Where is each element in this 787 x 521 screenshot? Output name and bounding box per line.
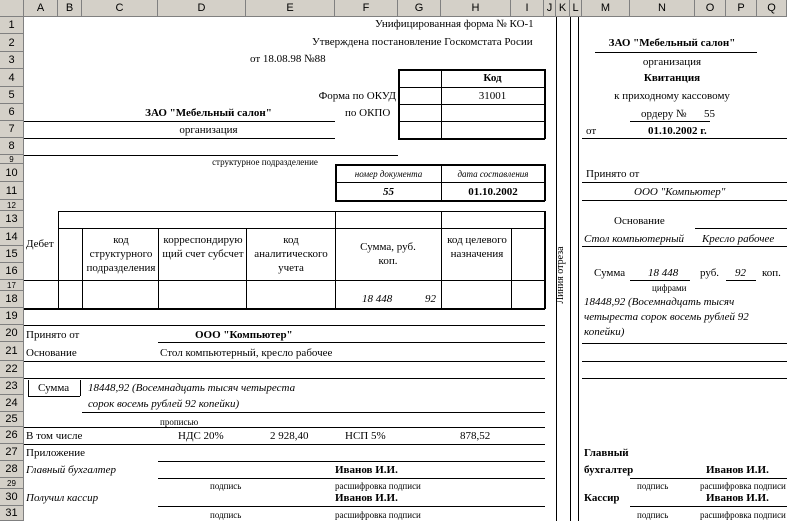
- column-header-B[interactable]: B: [58, 0, 82, 17]
- doc-num-label: номер документа: [354, 169, 423, 179]
- column-header-H[interactable]: H: [441, 0, 511, 17]
- col-sum-header: Сумма, руб. коп.: [360, 241, 416, 267]
- row-header-5[interactable]: 5: [0, 87, 24, 104]
- row-header-29[interactable]: 29: [0, 478, 24, 489]
- row-header-20[interactable]: 20: [0, 325, 24, 342]
- receipt-words-1[interactable]: 18448,92 (Восемнадцать тысяч: [584, 296, 735, 308]
- column-header-J[interactable]: J: [544, 0, 556, 17]
- column-header-A[interactable]: A: [24, 0, 58, 17]
- receipt-basis-label: Основание: [614, 215, 665, 227]
- code-label: Код: [483, 72, 502, 84]
- receipt-basis-2[interactable]: Кресло рабочее: [702, 233, 775, 245]
- row-header-22[interactable]: 22: [0, 361, 24, 378]
- column-header-N[interactable]: N: [630, 0, 695, 17]
- receipt-from-date[interactable]: 01.10.2002 г.: [648, 125, 707, 137]
- receipt-sum-kop[interactable]: 92: [735, 267, 746, 279]
- receipt-to-order: к приходному кассовому: [614, 90, 730, 102]
- receipt-chief-decode: расшифровка подписи: [700, 481, 786, 491]
- row-header-11[interactable]: 11: [0, 182, 24, 200]
- row-header-12[interactable]: 12: [0, 200, 24, 211]
- row-header-21[interactable]: 21: [0, 342, 24, 361]
- receipt-title: Квитанция: [643, 72, 701, 84]
- okud-code[interactable]: 31001: [478, 90, 507, 102]
- subdiv-caption: структурное подразделение: [212, 157, 318, 167]
- column-header-D[interactable]: D: [158, 0, 246, 17]
- doc-date-label: дата составления: [457, 169, 529, 179]
- doc-num[interactable]: 55: [383, 186, 394, 198]
- column-header-F[interactable]: F: [335, 0, 398, 17]
- cashier-decode-caption: расшифровка подписи: [335, 510, 421, 520]
- approved-text: Утверждена постановление Госкомстата Росии: [312, 36, 533, 48]
- doc-date[interactable]: 01.10.2002: [468, 186, 518, 198]
- row-header-26[interactable]: 26: [0, 427, 24, 444]
- received-from-label: Принято от: [26, 329, 80, 341]
- form-name: Унифицированная форма № КО-1: [375, 18, 534, 30]
- column-header-K[interactable]: K: [556, 0, 570, 17]
- column-header-L[interactable]: L: [570, 0, 582, 17]
- receipt-chief-name[interactable]: Иванов И.И.: [706, 464, 769, 476]
- row-header-25[interactable]: 25: [0, 412, 24, 427]
- column-header-P[interactable]: P: [726, 0, 757, 17]
- incl-label: В том числе: [26, 430, 83, 442]
- col-anal-header: код аналитического учета: [254, 234, 328, 274]
- receipt-org-caption: организация: [642, 56, 702, 68]
- row-header-30[interactable]: 30: [0, 489, 24, 506]
- receipt-basis-1[interactable]: Стол компьютерный: [584, 233, 685, 245]
- vat-value[interactable]: 2 928,40: [270, 430, 309, 442]
- cashier-sign-caption: подпись: [210, 510, 242, 520]
- org-name[interactable]: ЗАО "Мебельный салон": [145, 107, 272, 119]
- row-header-10[interactable]: 10: [0, 164, 24, 182]
- receipt-order-label: ордеру №: [641, 108, 687, 120]
- column-header-E[interactable]: E: [246, 0, 335, 17]
- receipt-cashier-label: Кассир: [584, 492, 620, 504]
- receipt-cashier-decode: расшифровка подписи: [700, 510, 786, 520]
- receipt-sum-rub[interactable]: 18 448: [648, 267, 679, 279]
- in-words-caption: прописью: [160, 417, 199, 427]
- col-struct-header: код структурного подразделения: [86, 234, 156, 274]
- column-header-C[interactable]: C: [82, 0, 158, 17]
- receipt-chief-1: Главный: [584, 447, 629, 459]
- vat-label: НДС 20%: [178, 430, 224, 442]
- sum-rub-cell[interactable]: 18 448: [362, 293, 393, 305]
- chief-acc-name[interactable]: Иванов И.И.: [335, 464, 398, 476]
- receipt-kop-label: коп.: [762, 267, 781, 279]
- receipt-cashier-name[interactable]: Иванов И.И.: [706, 492, 769, 504]
- row-header-19[interactable]: 19: [0, 308, 24, 325]
- chief-acc-label: Главный бухгалтер: [26, 464, 116, 476]
- receipt-from-label: от: [586, 125, 597, 137]
- row-header-24[interactable]: 24: [0, 395, 24, 412]
- cashier-label: Получил кассир: [26, 492, 99, 504]
- receipt-received-label: Принято от: [586, 168, 640, 180]
- receipt-order-num[interactable]: 55: [704, 108, 715, 120]
- receipt-words-3[interactable]: копейки): [584, 326, 625, 338]
- row-header-2[interactable]: 2: [0, 34, 24, 52]
- row-header-18[interactable]: 18: [0, 291, 24, 308]
- row-header-27[interactable]: 27: [0, 444, 24, 461]
- sum-kop-cell[interactable]: 92: [425, 293, 436, 305]
- row-header-16[interactable]: 16: [0, 263, 24, 280]
- attach-label: Приложение: [26, 447, 86, 459]
- receipt-chief-sign: подпись: [637, 481, 669, 491]
- chief-sign-caption: подпись: [210, 481, 242, 491]
- row-header-9[interactable]: 9: [0, 155, 24, 164]
- row-header-13[interactable]: 13: [0, 211, 24, 228]
- receipt-cashier-sign: подпись: [637, 510, 669, 520]
- received-from[interactable]: ООО "Компьютер": [195, 329, 293, 341]
- row-header-14[interactable]: 14: [0, 228, 24, 246]
- receipt-chief-2: бухгалтер: [584, 464, 634, 476]
- row-header-31[interactable]: 31: [0, 506, 24, 521]
- col-target-header: код целевого назначения: [447, 234, 507, 260]
- cashier-name[interactable]: Иванов И.И.: [335, 492, 398, 504]
- date-ref: от 18.08.98 №88: [250, 53, 326, 65]
- basis-value[interactable]: Стол компьютерный, кресло рабочее: [160, 347, 333, 359]
- receipt-sum-label: Сумма: [594, 267, 626, 279]
- col-corr-header: корреспондирую щий счет субсчет: [162, 234, 244, 260]
- sum-words-2[interactable]: сорок восемь рублей 92 копейки): [88, 398, 240, 410]
- row-header-1[interactable]: 1: [0, 17, 24, 34]
- select-all-corner[interactable]: [0, 0, 24, 17]
- nsp-value[interactable]: 878,52: [460, 430, 491, 442]
- row-header-23[interactable]: 23: [0, 378, 24, 395]
- row-header-7[interactable]: 7: [0, 121, 24, 138]
- row-header-8[interactable]: 8: [0, 138, 24, 155]
- chief-decode-caption: расшифровка подписи: [335, 481, 421, 491]
- cut-line-label: Линия отреза: [555, 246, 566, 304]
- debit-header: Дебет: [26, 238, 54, 250]
- org-caption: организация: [179, 124, 238, 136]
- row-header-3[interactable]: 3: [0, 52, 24, 69]
- receipt-org-name[interactable]: ЗАО "Мебельный салон": [608, 37, 736, 49]
- row-header-4[interactable]: 4: [0, 69, 24, 87]
- column-header-I[interactable]: I: [511, 0, 544, 17]
- row-header-28[interactable]: 28: [0, 461, 24, 478]
- row-header-17[interactable]: 17: [0, 280, 24, 291]
- okpo-label: по ОКПО: [345, 107, 391, 119]
- basis-label: Основание: [26, 347, 77, 359]
- sum-label: Сумма: [38, 382, 70, 394]
- column-header-G[interactable]: G: [398, 0, 441, 17]
- column-header-O[interactable]: O: [695, 0, 726, 17]
- receipt-digits-caption: цифрами: [652, 283, 687, 293]
- row-header-6[interactable]: 6: [0, 104, 24, 121]
- row-header-15[interactable]: 15: [0, 246, 24, 263]
- nsp-label: НСП 5%: [345, 430, 386, 442]
- receipt-rub-label: руб.: [700, 267, 720, 279]
- receipt-words-2[interactable]: четыреста сорок восемь рублей 92: [584, 311, 749, 323]
- sum-words-1[interactable]: 18448,92 (Восемнадцать тысяч четыреста: [88, 382, 296, 394]
- receipt-received-from[interactable]: ООО "Компьютер": [634, 186, 726, 198]
- okud-label: Форма по ОКУД: [318, 90, 396, 102]
- column-header-M[interactable]: M: [582, 0, 630, 17]
- column-header-Q[interactable]: Q: [757, 0, 787, 17]
